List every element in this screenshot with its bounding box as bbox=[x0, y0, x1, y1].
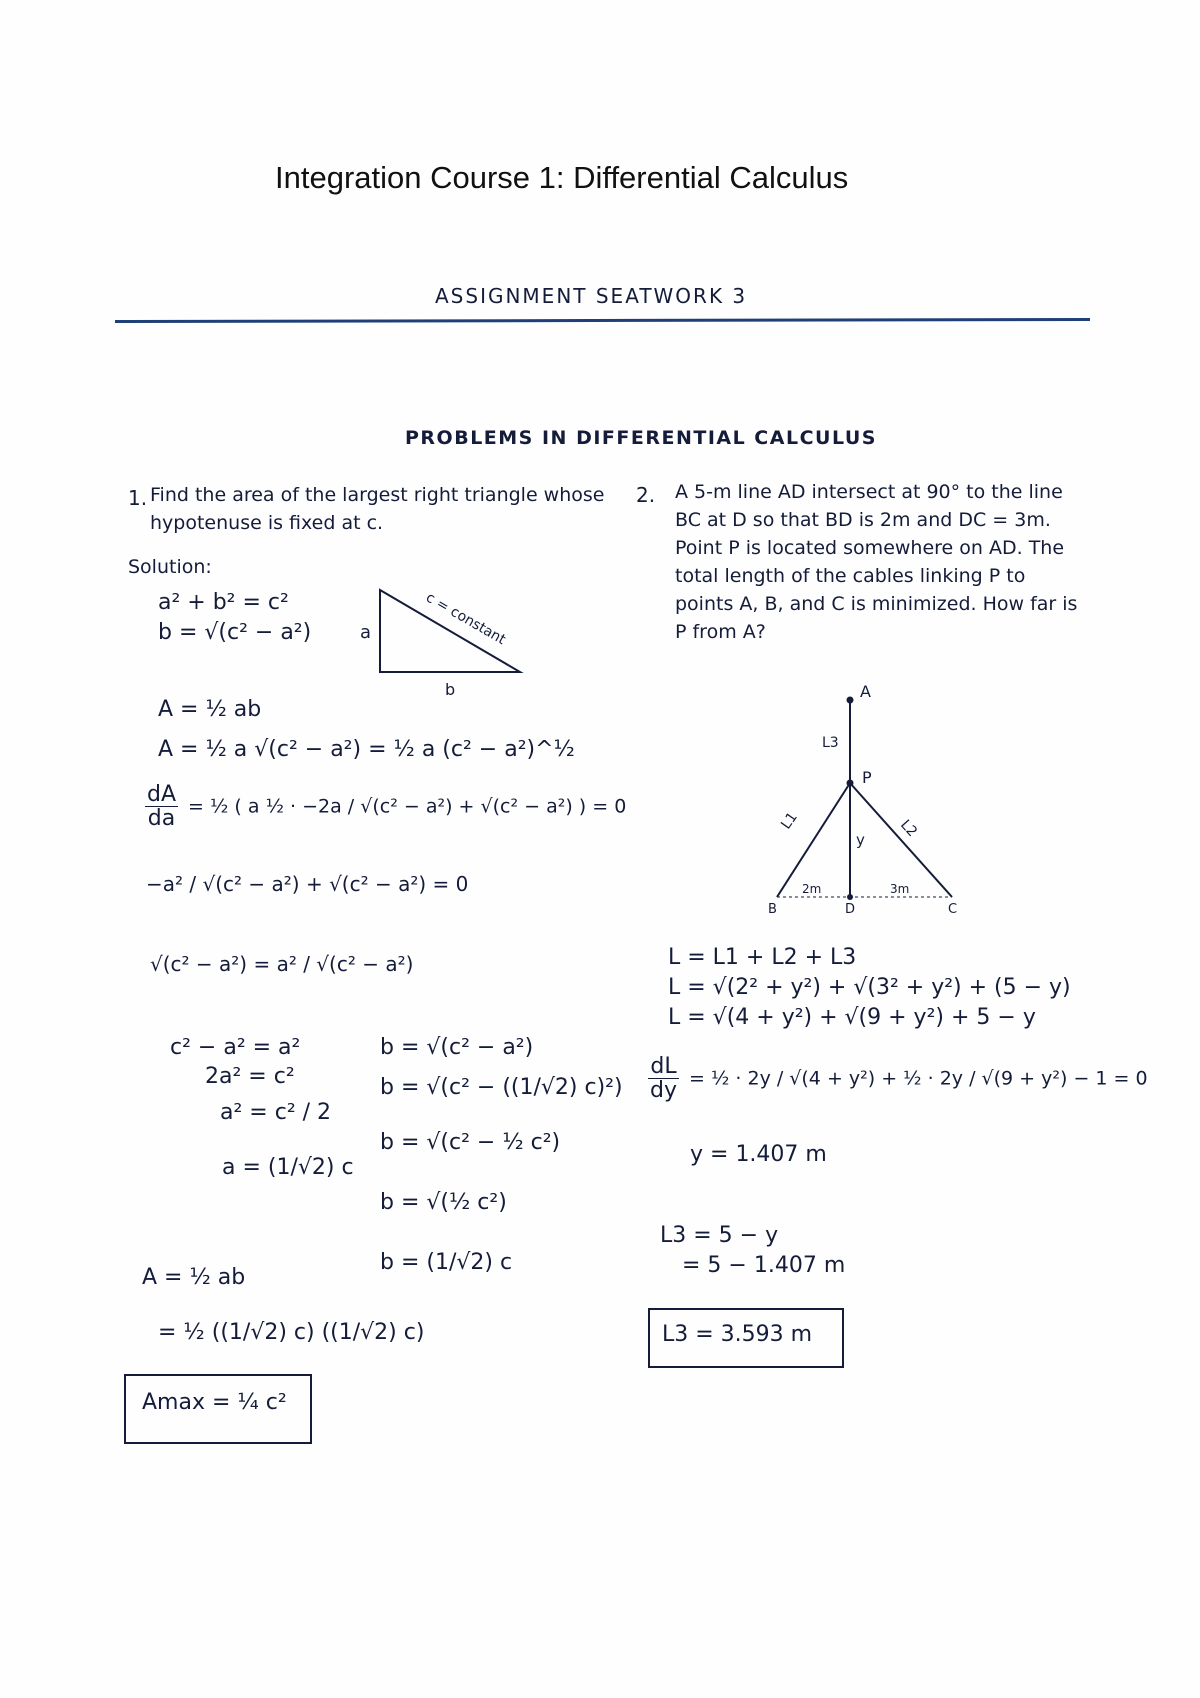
derivative-expression: = ½ ( a ½ · −2a / √(c² − a²) + √(c² − a²) ) = 0 bbox=[188, 795, 627, 818]
p2-eq-L3-substituted: = 5 − 1.407 m bbox=[682, 1253, 846, 1278]
course-title: Integration Course 1: Differential Calculus bbox=[275, 160, 849, 195]
label-C: C bbox=[948, 902, 958, 915]
triangle-side-a: a bbox=[360, 622, 372, 643]
p2-eq-total-length: L = L1 + L2 + L3 bbox=[668, 945, 857, 970]
p1-eq-b-value: b = (1/√2) c bbox=[380, 1250, 513, 1275]
label-BD: 2m bbox=[802, 882, 822, 896]
p1-eq-cross: √(c² − a²) = a² / √(c² − a²) bbox=[150, 952, 414, 976]
p2-eq-y-value: y = 1.407 m bbox=[690, 1142, 827, 1167]
p2-eq-length-expanded: L = √(2² + y²) + √(3² + y²) + (5 − y) bbox=[668, 975, 1071, 1000]
triangle-hypotenuse-label: c = constant bbox=[423, 589, 509, 649]
p1-eq-b-step-1: b = √(c² − a²) bbox=[380, 1035, 534, 1060]
p1-eq-step-2: 2a² = c² bbox=[205, 1064, 295, 1089]
p1-eq-derivative bbox=[142, 783, 626, 830]
p1-eq-area-final-2: = ½ ((1/√2) c) ((1/√2) c) bbox=[158, 1320, 425, 1345]
derivative-numerator-dA: dA bbox=[147, 782, 177, 807]
p2-answer: L3 = 3.593 m bbox=[662, 1322, 813, 1347]
p2-eq-L3: L3 = 5 − y bbox=[660, 1223, 779, 1248]
p1-eq-derivative-simplified: −a² / √(c² − a²) + √(c² − a²) = 0 bbox=[146, 872, 469, 896]
p2-derivative-expression: = ½ · 2y / √(4 + y²) + ½ · 2y / √(9 + y²) − 1 = 0 bbox=[688, 1067, 1148, 1090]
derivative-denominator-dy: dy bbox=[650, 1078, 677, 1104]
triangle-side-b: b bbox=[445, 680, 456, 699]
derivative-numerator-dL: dL bbox=[650, 1054, 677, 1079]
label-A: A bbox=[860, 682, 871, 701]
label-L1: L1 bbox=[778, 809, 801, 833]
p1-eq-b-step-2: b = √(c² − ((1/√2) c)²) bbox=[380, 1075, 623, 1100]
p1-eq-a-value: a = (1/√2) c bbox=[222, 1155, 354, 1180]
problem-1-number: 1. bbox=[128, 486, 148, 510]
p1-eq-b-step-3: b = √(c² − ½ c²) bbox=[380, 1130, 561, 1155]
label-D: D bbox=[845, 902, 856, 915]
problem-2-statement: A 5-m line AD intersect at 90° to the line BC at D so that BD is 2m and DC = 3m. Point P is located somewhere on AD. The total length of the cables linking P to points A, B, and C is minimized. How far is P from A? bbox=[675, 481, 1078, 643]
p2-eq-length-simplified: L = √(4 + y²) + √(9 + y²) + 5 − y bbox=[668, 1005, 1036, 1030]
p2-eq-derivative bbox=[645, 1055, 1148, 1102]
problem-2-number: 2. bbox=[636, 483, 656, 507]
p1-eq-area: A = ½ ab bbox=[158, 697, 262, 722]
assignment-subtitle: ASSIGNMENT SEATWORK 3 bbox=[435, 284, 748, 308]
p1-eq-area-substituted: A = ½ a √(c² − a²) = ½ a (c² − a²)^½ bbox=[158, 737, 575, 762]
point-D bbox=[847, 894, 853, 900]
label-L2: L2 bbox=[897, 816, 921, 841]
p1-eq-step-3: a² = c² / 2 bbox=[220, 1100, 332, 1125]
derivative-denominator-da: da bbox=[147, 806, 176, 832]
label-DC: 3m bbox=[890, 882, 910, 896]
label-y: y bbox=[856, 831, 865, 849]
cable-diagram bbox=[760, 675, 980, 915]
label-B: B bbox=[768, 902, 777, 915]
p1-eq-b-step-4: b = √(½ c²) bbox=[380, 1190, 507, 1215]
section-heading: PROBLEMS IN DIFFERENTIAL CALCULUS bbox=[405, 427, 877, 449]
p1-eq-area-final-1: A = ½ ab bbox=[142, 1265, 246, 1290]
problem-1-solution-label: Solution: bbox=[128, 556, 212, 578]
header-divider bbox=[115, 318, 1090, 323]
label-L3: L3 bbox=[822, 735, 839, 751]
right-triangle-diagram bbox=[350, 580, 550, 700]
point-P bbox=[847, 780, 854, 787]
p1-answer: Amax = ¼ c² bbox=[142, 1390, 287, 1415]
p1-eq-b: b = √(c² − a²) bbox=[158, 620, 312, 645]
cable-PC bbox=[850, 783, 952, 897]
problem-1-statement: Find the area of the largest right triangle whose hypotenuse is fixed at c. bbox=[150, 484, 605, 534]
point-A bbox=[847, 697, 854, 704]
cable-PB bbox=[777, 783, 850, 897]
label-P: P bbox=[862, 768, 872, 787]
p1-eq-pythagoras: a² + b² = c² bbox=[158, 590, 289, 615]
p1-eq-step-1: c² − a² = a² bbox=[170, 1035, 301, 1060]
